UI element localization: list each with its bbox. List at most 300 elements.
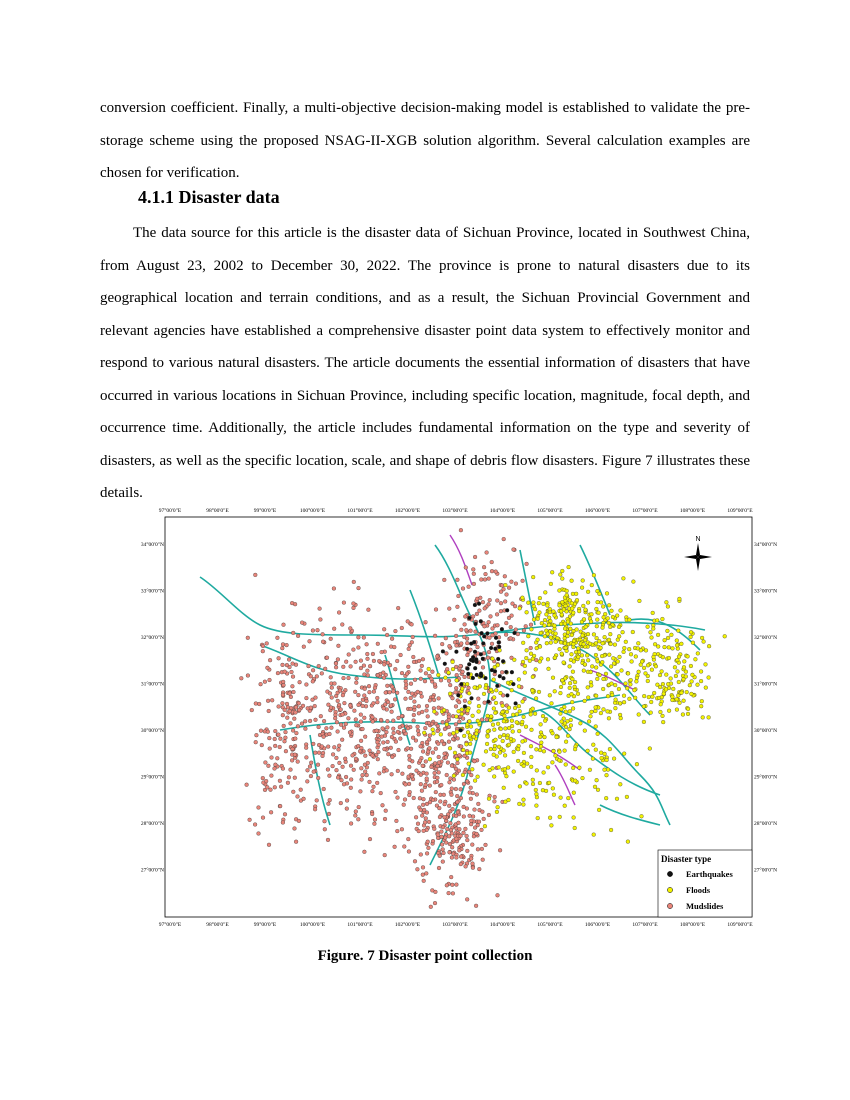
disaster-point [512, 750, 516, 754]
disaster-point [309, 774, 313, 778]
disaster-point [456, 810, 460, 814]
disaster-point [391, 719, 395, 723]
disaster-point [667, 656, 671, 660]
disaster-point [305, 696, 309, 700]
disaster-point [529, 713, 533, 717]
disaster-point [328, 732, 332, 736]
disaster-point [437, 755, 441, 759]
disaster-point [603, 612, 607, 616]
disaster-point [676, 670, 680, 674]
disaster-point [330, 726, 334, 730]
disaster-point [504, 633, 508, 637]
disaster-point [292, 690, 296, 694]
disaster-point [409, 696, 413, 700]
disaster-point [582, 617, 586, 621]
disaster-point [361, 704, 365, 708]
disaster-point [413, 859, 417, 863]
disaster-point [493, 711, 497, 715]
disaster-point [392, 690, 396, 694]
disaster-point [335, 768, 339, 772]
disaster-point [484, 686, 488, 690]
disaster-point [516, 747, 520, 751]
disaster-point [347, 716, 351, 720]
disaster-point [389, 704, 393, 708]
disaster-point [489, 747, 493, 751]
disaster-point [529, 652, 533, 656]
disaster-point [388, 690, 392, 694]
disaster-point [442, 708, 446, 712]
disaster-point [558, 573, 562, 577]
disaster-point [570, 652, 574, 656]
disaster-point [571, 611, 575, 615]
disaster-point [599, 751, 603, 755]
disaster-point [646, 679, 650, 683]
disaster-point [394, 740, 398, 744]
disaster-point [480, 718, 484, 722]
disaster-point [448, 683, 452, 687]
disaster-map [140, 505, 778, 930]
disaster-point [349, 822, 353, 826]
disaster-point [498, 648, 502, 652]
disaster-point [559, 691, 563, 695]
disaster-point [543, 618, 547, 622]
disaster-point [347, 653, 351, 657]
disaster-point [382, 663, 386, 667]
disaster-point [390, 710, 394, 714]
disaster-point [406, 620, 410, 624]
disaster-point [616, 673, 620, 677]
disaster-point [401, 772, 405, 776]
disaster-point [632, 580, 636, 584]
disaster-point [426, 840, 430, 844]
disaster-point [487, 797, 491, 801]
disaster-point [345, 799, 349, 803]
disaster-point [410, 692, 414, 696]
disaster-point [596, 788, 600, 792]
disaster-point [539, 744, 543, 748]
disaster-point [291, 729, 295, 733]
disaster-point [362, 716, 366, 720]
disaster-point [436, 729, 440, 733]
disaster-point [349, 665, 353, 669]
disaster-point [396, 796, 400, 800]
disaster-point [701, 716, 705, 720]
disaster-point [296, 795, 300, 799]
disaster-point [353, 814, 357, 818]
disaster-point [368, 749, 372, 753]
disaster-point [494, 688, 498, 692]
disaster-point [390, 755, 394, 759]
disaster-point [676, 629, 680, 633]
disaster-point [454, 722, 458, 726]
disaster-point [412, 796, 416, 800]
disaster-point [325, 726, 329, 730]
disaster-point [454, 690, 458, 694]
disaster-point [579, 721, 583, 725]
disaster-point [511, 730, 515, 734]
disaster-point [573, 685, 577, 689]
disaster-point [402, 729, 406, 733]
disaster-point [267, 736, 271, 740]
disaster-point [637, 713, 641, 717]
disaster-point [544, 789, 548, 793]
disaster-point [541, 714, 545, 718]
disaster-point [501, 739, 505, 743]
disaster-point [291, 747, 295, 751]
disaster-point [455, 650, 459, 654]
lat-label-right: 30°00'0"N [754, 728, 778, 734]
disaster-point [512, 682, 516, 686]
disaster-point [539, 723, 543, 727]
latitude-labels-left [141, 541, 164, 874]
disaster-point [359, 659, 363, 663]
disaster-point [626, 840, 630, 844]
disaster-point [409, 747, 413, 751]
disaster-point [371, 754, 375, 758]
disaster-point [587, 720, 591, 724]
disaster-point [276, 671, 280, 675]
disaster-point [480, 828, 484, 832]
disaster-point [483, 824, 487, 828]
disaster-point [506, 681, 510, 685]
disaster-point [647, 695, 651, 699]
lon-label-top: 97°00'0"E [158, 508, 182, 514]
disaster-point [277, 656, 281, 660]
disaster-point [372, 659, 376, 663]
disaster-point [469, 629, 473, 633]
disaster-point [570, 601, 574, 605]
disaster-point [479, 652, 483, 656]
lon-label-bottom: 108°00'0"E [679, 922, 706, 928]
disaster-point [445, 883, 449, 887]
disaster-point [328, 774, 332, 778]
disaster-point [390, 637, 394, 641]
disaster-point [686, 655, 690, 659]
disaster-point [570, 607, 574, 611]
disaster-point [558, 815, 562, 819]
disaster-point [487, 577, 491, 581]
disaster-point [456, 761, 460, 765]
disaster-point [451, 737, 455, 741]
disaster-point [465, 682, 469, 686]
disaster-point [447, 804, 451, 808]
disaster-point [499, 691, 503, 695]
disaster-point [559, 712, 563, 716]
disaster-point [400, 714, 404, 718]
legend-title: Disaster type [661, 854, 712, 864]
disaster-point [637, 670, 641, 674]
disaster-point [595, 677, 599, 681]
disaster-point [365, 652, 369, 656]
lat-label-left: 33°00'0"N [140, 588, 164, 595]
disaster-point [438, 815, 442, 819]
disaster-point [469, 857, 473, 861]
disaster-point [649, 711, 653, 715]
disaster-point [467, 662, 471, 666]
disaster-point [525, 562, 529, 566]
disaster-point [531, 778, 535, 782]
disaster-point [535, 769, 539, 773]
disaster-point [500, 670, 504, 674]
disaster-point [592, 833, 596, 837]
disaster-point [485, 718, 489, 722]
disaster-point [574, 592, 578, 596]
disaster-point [410, 623, 414, 627]
disaster-point [438, 800, 442, 804]
disaster-point [316, 763, 320, 767]
disaster-point [482, 817, 486, 821]
disaster-point [365, 773, 369, 777]
disaster-point [661, 617, 665, 621]
disaster-point [373, 822, 377, 826]
disaster-point [521, 740, 525, 744]
disaster-point [476, 645, 480, 649]
disaster-point [424, 872, 428, 876]
disaster-point [259, 682, 263, 686]
disaster-point [327, 802, 331, 806]
disaster-point [448, 746, 452, 750]
disaster-point [512, 770, 516, 774]
disaster-point [537, 601, 541, 605]
disaster-point [423, 726, 427, 730]
disaster-point [574, 650, 578, 654]
lat-label-left: 34°00'0"N [140, 542, 164, 548]
disaster-point [433, 683, 437, 687]
disaster-point [434, 608, 438, 612]
disaster-point [618, 655, 622, 659]
disaster-point [468, 734, 472, 738]
disaster-point [686, 712, 690, 716]
disaster-point [361, 727, 365, 731]
disaster-point [359, 790, 363, 794]
disaster-point [512, 658, 516, 662]
disaster-point [629, 678, 633, 682]
disaster-point [294, 711, 298, 715]
disaster-point [543, 735, 547, 739]
disaster-point [649, 700, 653, 704]
disaster-point [288, 709, 292, 713]
disaster-point [405, 672, 409, 676]
lon-label-top: 106°00'0"E [584, 508, 611, 514]
disaster-point [404, 697, 408, 701]
disaster-point [481, 642, 485, 646]
disaster-point [337, 748, 341, 752]
disaster-point [297, 701, 301, 705]
disaster-point [273, 767, 277, 771]
disaster-point [393, 698, 397, 702]
disaster-point [362, 664, 366, 668]
disaster-point [329, 675, 333, 679]
disaster-point [473, 779, 477, 783]
disaster-point [461, 717, 465, 721]
paragraph-disaster-data: The data source for this article is the disaster data of Sichuan Province, located in Southwest China, from August 23, 2002 to December 30, 2022. The province is prone to natural disasters due to its geographical location and terrain conditions, and as a result, the Sichuan Provincial Government and relevant agencies have established a comprehensive disaster point data system to effectively monitor and respond to various natural disasters. The article documents the essential information of disasters that have occurred in various locations in Sichuan Province, including specific location, magnitude, focal depth, and occurrence time. Additionally, the article includes fundamental information on the type and severity of disasters, as well as the specific location, scale, and shape of debris flow disasters. Figure 7 illustrates these details. [100, 225, 750, 501]
disaster-point [381, 741, 385, 745]
disaster-point [296, 724, 300, 728]
disaster-point [383, 853, 387, 857]
disaster-point [298, 680, 302, 684]
disaster-point [284, 749, 288, 753]
disaster-point [407, 754, 411, 758]
disaster-point [612, 757, 616, 761]
disaster-point [308, 639, 312, 643]
disaster-point [456, 757, 460, 761]
disaster-point [505, 593, 509, 597]
disaster-point [433, 771, 437, 775]
disaster-point [482, 565, 486, 569]
disaster-point [631, 630, 635, 634]
disaster-point [279, 737, 283, 741]
disaster-point [437, 761, 441, 765]
disaster-point [659, 702, 663, 706]
disaster-point [601, 605, 605, 609]
disaster-point [264, 761, 268, 765]
disaster-point [503, 574, 507, 578]
disaster-point [513, 706, 517, 710]
disaster-point [281, 767, 285, 771]
disaster-point [332, 745, 336, 749]
disaster-point [390, 735, 394, 739]
disaster-point [600, 756, 604, 760]
disaster-point [538, 611, 542, 615]
disaster-point [548, 629, 552, 633]
disaster-point [559, 640, 563, 644]
disaster-point [563, 749, 567, 753]
disaster-point [471, 659, 475, 663]
disaster-point [684, 670, 688, 674]
disaster-point [412, 660, 416, 664]
disaster-point [407, 782, 411, 786]
disaster-point [459, 745, 463, 749]
disaster-point [615, 797, 619, 801]
disaster-point [445, 723, 449, 727]
disaster-point [421, 764, 425, 768]
lon-label-top: 99°00'0"E [253, 508, 277, 514]
disaster-point [436, 724, 440, 728]
disaster-point [588, 768, 592, 772]
disaster-point [682, 665, 686, 669]
disaster-point [339, 708, 343, 712]
disaster-point [439, 678, 443, 682]
disaster-point [464, 628, 468, 632]
disaster-point [285, 663, 289, 667]
disaster-point [590, 612, 594, 616]
disaster-point [423, 679, 427, 683]
disaster-point [608, 625, 612, 629]
disaster-point [533, 712, 537, 716]
disaster-point [377, 772, 381, 776]
disaster-point [372, 690, 376, 694]
disaster-point [297, 708, 301, 712]
disaster-point [509, 737, 513, 741]
disaster-point [447, 891, 451, 895]
disaster-point [353, 709, 357, 713]
disaster-point [610, 693, 614, 697]
lon-label-bottom: 102°00'0"E [394, 922, 421, 928]
disaster-point [339, 723, 343, 727]
disaster-point [392, 731, 396, 735]
disaster-point [511, 602, 515, 606]
disaster-point [473, 555, 477, 559]
disaster-point [371, 789, 375, 793]
disaster-point [564, 763, 568, 767]
disaster-point [523, 671, 527, 675]
disaster-point [278, 779, 282, 783]
disaster-point [484, 572, 488, 576]
disaster-point [430, 677, 434, 681]
disaster-point [560, 652, 564, 656]
disaster-point [454, 767, 458, 771]
disaster-point [421, 803, 425, 807]
lat-label-left: 32°00'0"N [140, 635, 164, 641]
disaster-point [493, 647, 497, 651]
disaster-point [658, 673, 662, 677]
disaster-point [296, 634, 300, 638]
disaster-point [356, 744, 360, 748]
disaster-point [492, 707, 496, 711]
disaster-point [381, 803, 385, 807]
disaster-point [506, 694, 510, 698]
disaster-point [566, 634, 570, 638]
disaster-point [400, 626, 404, 630]
disaster-point [461, 748, 465, 752]
disaster-point [373, 818, 377, 822]
disaster-point [300, 621, 304, 625]
disaster-point [483, 701, 487, 705]
disaster-point [451, 892, 455, 896]
disaster-point [459, 664, 463, 668]
disaster-point [609, 665, 613, 669]
disaster-point [354, 810, 358, 814]
disaster-point [489, 715, 493, 719]
disaster-point [607, 653, 611, 657]
disaster-point [559, 685, 563, 689]
disaster-point [283, 739, 287, 743]
disaster-point [504, 621, 508, 625]
disaster-point [494, 570, 498, 574]
disaster-point [674, 674, 678, 678]
disaster-point [342, 726, 346, 730]
disaster-point [529, 765, 533, 769]
disaster-point [264, 779, 268, 783]
disaster-point [607, 621, 611, 625]
disaster-point [259, 729, 263, 733]
disaster-point [501, 704, 505, 708]
disaster-point [566, 734, 570, 738]
disaster-point [640, 814, 644, 818]
disaster-point [689, 664, 693, 668]
disaster-point [646, 674, 650, 678]
disaster-point [456, 605, 460, 609]
disaster-point [448, 842, 452, 846]
disaster-point [547, 616, 551, 620]
disaster-point [485, 742, 489, 746]
disaster-point [651, 611, 655, 615]
disaster-point [494, 636, 498, 640]
disaster-point [558, 589, 562, 593]
disaster-point [395, 659, 399, 663]
disaster-point [500, 627, 504, 631]
disaster-point [462, 831, 466, 835]
disaster-point [550, 570, 554, 574]
disaster-point [563, 804, 567, 808]
disaster-point [273, 729, 277, 733]
disaster-point [481, 657, 485, 661]
disaster-point [613, 643, 617, 647]
disaster-point [357, 635, 361, 639]
disaster-point [311, 680, 315, 684]
disaster-point [600, 654, 604, 658]
disaster-point [281, 821, 285, 825]
